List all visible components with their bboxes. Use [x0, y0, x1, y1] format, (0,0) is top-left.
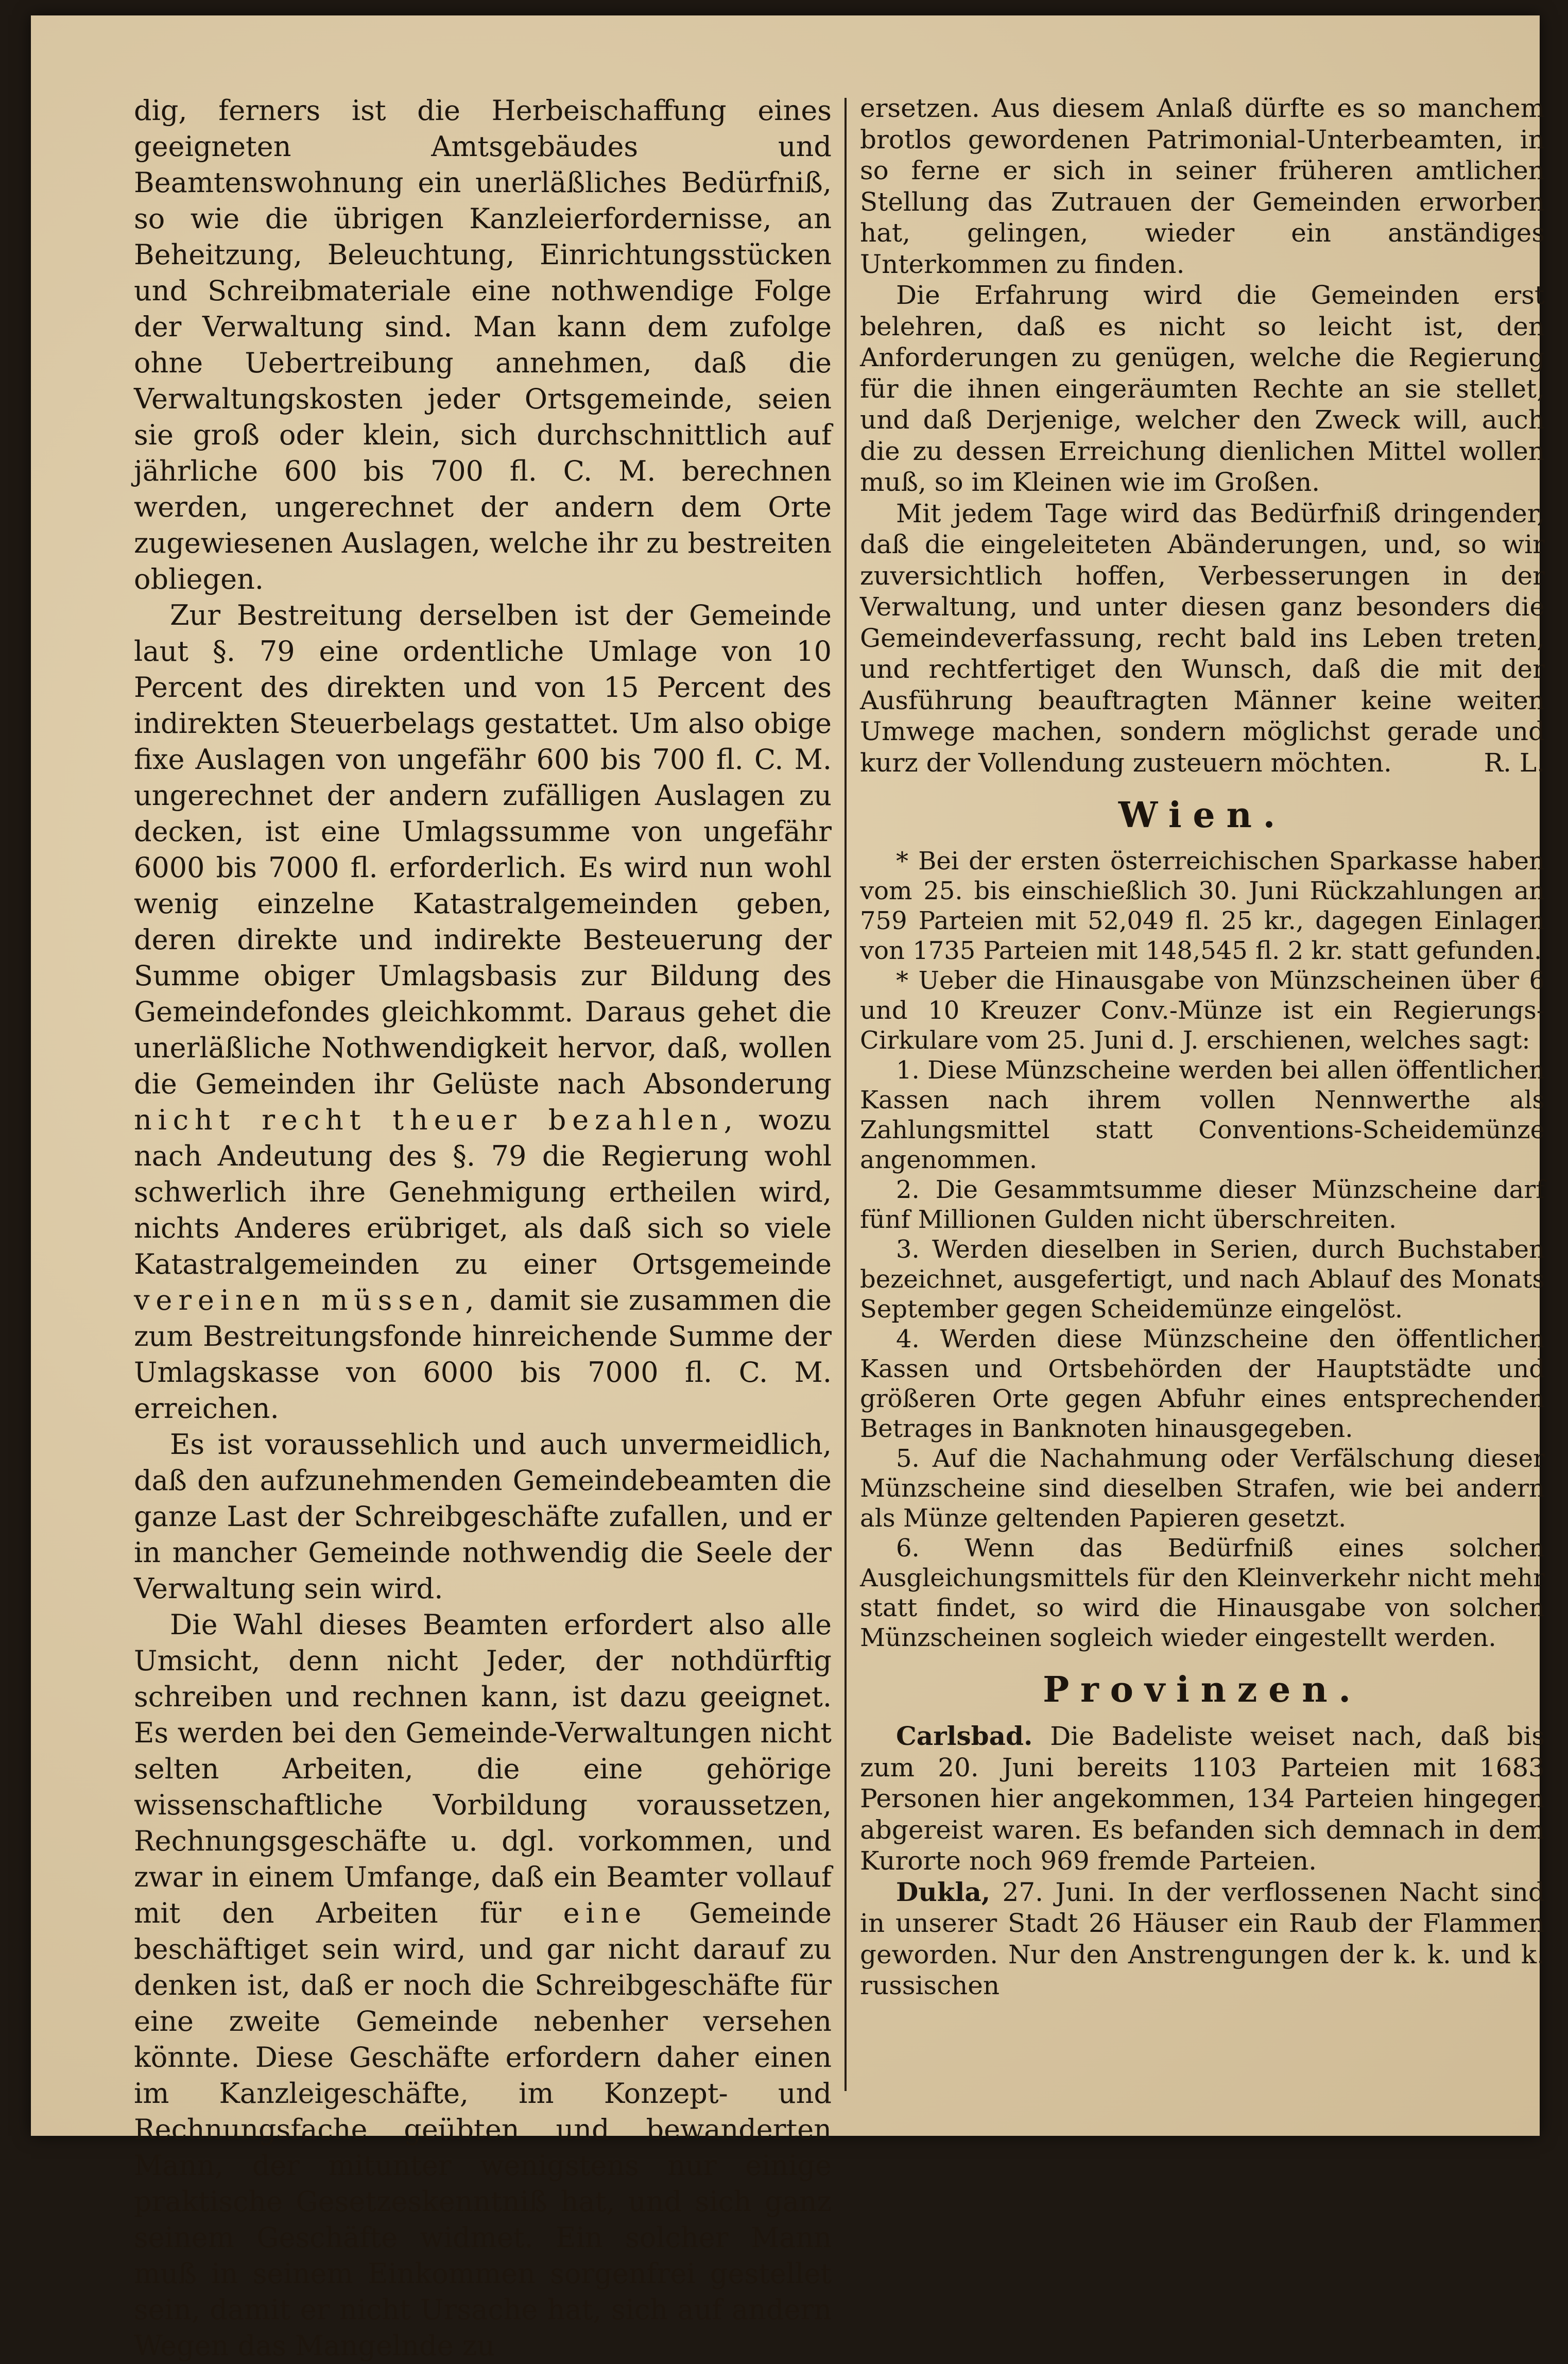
newspaper-page: [31, 15, 1545, 2362]
right-paragraph-3: [860, 498, 1545, 779]
circular-point-6: 6. Wenn das Bedürfniß eines solchen Ausgleichungsmittels für den Kleinverkehr nicht mehr statt findet, so wird die Hinausgabe von solchen Münzscheinen sogleich wieder eingestellt werden.: [860, 1534, 1545, 1652]
right-paragraph-3-text: Mit jedem Tage wird das Bedürfniß dringender, daß die eingeleiteten Abänderungen, und, so wir zuversichtlich hoffen, Verbesserungen in der Verwaltung, und unter diesen ganz besonders die Gemeindeverfassung, recht bald ins Leben treten, und rechtfertiget den Wunsch, daß die mit der Ausführung beauftragten Männer keine weiten Umwege machen, sondern möglichst gerade und kurz der Vollendung zusteuern möchten.: [860, 498, 1545, 778]
right-paragraph-1: ersetzen. Aus diesem Anlaß dürfte es so manchem brotlos gewordenen Patrimonial-Unterbeamten, in so ferne er sich in seiner früheren amtlichen Stellung das Zutrauen der Gemeinden erworben hat, gelingen, wieder ein anständiges Unterkommen zu finden.: [860, 93, 1545, 279]
dateline-dukla: Dukla,: [896, 1876, 991, 1907]
left-paragraph-2: [134, 597, 832, 1427]
heading-wien: Wien.: [1118, 795, 1287, 836]
circular-point-2: 2. Die Gesammtsumme dieser Münzscheine darf fünf Millionen Gulden nicht überschreiten.: [860, 1175, 1545, 1234]
wien-item-muenzscheine: * Ueber die Hinausgabe von Münzscheinen über 6 und 10 Kreuzer Conv.-Münze ist ein Regierungs-Cirkulare vom 25. Juni d. J. erschienen, welches sagt:: [860, 966, 1545, 1055]
emphasis-nicht-recht-theuer: nicht recht theuer bezahlen,: [134, 1104, 739, 1136]
heading-provinzen: Provinzen.: [1043, 1669, 1362, 1710]
wien-item-sparkasse: * Bei der ersten österreichischen Sparkasse haben vom 25. bis einschießlich 30. Juni Rückzahlungen an 759 Parteien mit 52,049 fl. 25 kr., dagegen Einlagen von 1735 Parteien mit 148,545 fl. 2 kr. statt gefunden.: [860, 847, 1545, 965]
circular-point-3: 3. Werden dieselben in Serien, durch Buchstaben bezeichnet, ausgefertigt, und nach Ablauf des Monats September gegen Scheidemünze eingelöst.: [860, 1235, 1545, 1324]
right-paragraph-2: Die Erfahrung wird die Gemeinden erst belehren, daß es nicht so leicht ist, den Anforderungen zu genügen, welche die Regierung für die ihnen eingeräumten Rechte an sie stellet, und daß Derjenige, welcher den Zweck will, auch die zu dessen Erreichung dienlichen Mittel wollen muß, so im Kleinen wie im Großen.: [860, 280, 1545, 497]
provinzen-dukla: [860, 1877, 1545, 2001]
left-paragraph-2-part-a: Zur Bestreitung derselben ist der Gemeinde laut §. 79 eine ordentliche Umlage von 10 Percent des direkten und von 15 Percent des indirekten Steuerbelags gestattet. Um also obige fixe Auslagen von ungefähr 600 bis 700 fl. C. M. ungerechnet der andern zufälligen Auslagen zu decken, ist eine Umlagssumme von ungefähr 6000 bis 7000 fl. erforderlich. Es wird nun wohl wenig einzelne Katastralgemeinden geben, deren direkte und indirekte Besteuerung der Summe obiger Umlagsbasis zur Bildung des Gemeindefondes gleichkommt. Daraus gehet die unerläßliche Nothwendigkeit hervor, daß, wollen die Gemeinden ihr Gelüste nach Absonderung: [134, 599, 832, 1100]
dateline-carlsbad: Carlsbad.: [896, 1721, 1033, 1751]
author-signature: R. L.: [1484, 747, 1545, 778]
left-paragraph-4-part-a: Die Wahl dieses Beamten erfordert also alle Umsicht, denn nicht Jeder, der nothdürftig schreiben und rechnen kann, ist dazu geeignet. Es werden bei den Gemeinde-Verwaltungen nicht selten Arbeiten, die eine gehörige wissenschaftliche Vorbildung voraussetzen, Rechnungsgeschäfte u. dgl. vorkommen, und zwar in einem Umfange, daß ein Beamter vollauf mit den Arbeiten für: [134, 1608, 832, 1929]
left-column: [134, 93, 832, 2364]
column-divider: [845, 98, 847, 2091]
provinzen-carlsbad: [860, 1721, 1545, 1877]
circular-point-4: 4. Werden diese Münzscheine den öffentlichen Kassen und Ortsbehörden der Hauptstädte und größeren Orte gegen Abfuhr eines entsprechenden Betrages in Banknoten hinausgegeben.: [860, 1325, 1545, 1443]
emphasis-eine: eine: [563, 1897, 648, 1929]
right-column: [860, 93, 1545, 2001]
emphasis-vereinen-muessen: vereinen müssen,: [134, 1284, 480, 1316]
left-paragraph-4-part-b: Gemeinde beschäftiget sein wird, und gar nicht darauf zu denken ist, daß er noch die Schreibgeschäfte für eine zweite Gemeinde nebenher versehen könnte. Diese Geschäfte erfordern daher einen im Kanzleigeschäfte, im Konzept- und Rechnungsfache geübten und bewanderten Mann, der mitunter wenigstens nur einige praktische Gesetzeskenntniß hat, und sich ganz seinem Geschäfte widmet. Ein solcher Mann muß in seinem Einkommen sorgenfrei gestellet sein, damit er nicht Ursache hat, sich auf andern Wegen das Mangelnde zu: [134, 1897, 832, 2362]
left-paragraph-1: dig, ferners ist die Herbeischaffung eines geeigneten Amtsgebäudes und Beamtenswohnung ein unerläßliches Bedürfniß, so wie die übrigen Kanzleierfordernisse, an Beheitzung, Beleuchtung, Einrichtungsstücken und Schreibmateriale eine nothwendige Folge der Verwaltung sind. Man kann dem zufolge ohne Uebertreibung annehmen, daß die Verwaltungskosten jeder Ortsgemeinde, seien sie groß oder klein, sich durchschnittlich auf jährliche 600 bis 700 fl. C. M. berechnen werden, ungerechnet der andern dem Orte zugewiesenen Auslagen, welche ihr zu bestreiten obliegen.: [134, 94, 832, 595]
wien-news: [860, 846, 1545, 1653]
circular-point-1: 1. Diese Münzscheine werden bei allen öffentlichen Kassen nach ihrem vollen Nennwerthe als Zahlungsmittel statt Conventions-Scheidemünze angenommen.: [860, 1056, 1545, 1174]
left-paragraph-2-part-c: damit sie zusammen die zum Bestreitungsfonde hinreichende Summe der Umlagskasse von 6000 bis 7000 fl. C. M. erreichen.: [134, 1284, 832, 1425]
left-paragraph-3: Es ist voraussehlich und auch unvermeidlich, daß den aufzunehmenden Gemeindebeamten die ganze Last der Schreibgeschäfte zufallen, und er in mancher Gemeinde nothwendig die Seele der Verwaltung sein wird.: [134, 1428, 832, 1605]
carlsbad-text: Die Badeliste weiset nach, daß bis zum 20. Juni bereits 1103 Parteien mit 1683 Personen hier angekommen, 134 Parteien hingegen abgereist waren. Es befanden sich demnach in dem Kurorte noch 969 fremde Parteien.: [860, 1721, 1545, 1876]
dukla-text: 27. Juni. In der verflossenen Nacht sind in unserer Stadt 26 Häuser ein Raub der Flammen geworden. Nur den Anstrengungen der k. k. und k. russischen: [860, 1877, 1545, 2000]
left-paragraph-2-part-b: wozu nach Andeutung des §. 79 die Regierung wohl schwerlich ihre Genehmigung ertheilen wird, nichts Anderes erübriget, als daß sich so viele Katastralgemeinden zu einer Ortsgemeinde: [134, 1104, 832, 1280]
left-paragraph-4: [134, 1607, 832, 2364]
circular-point-5: 5. Auf die Nachahmung oder Verfälschung dieser Münzscheine sind dieselben Strafen, wie bei andern als Münze geltenden Papieren gesetzt.: [860, 1444, 1545, 1533]
